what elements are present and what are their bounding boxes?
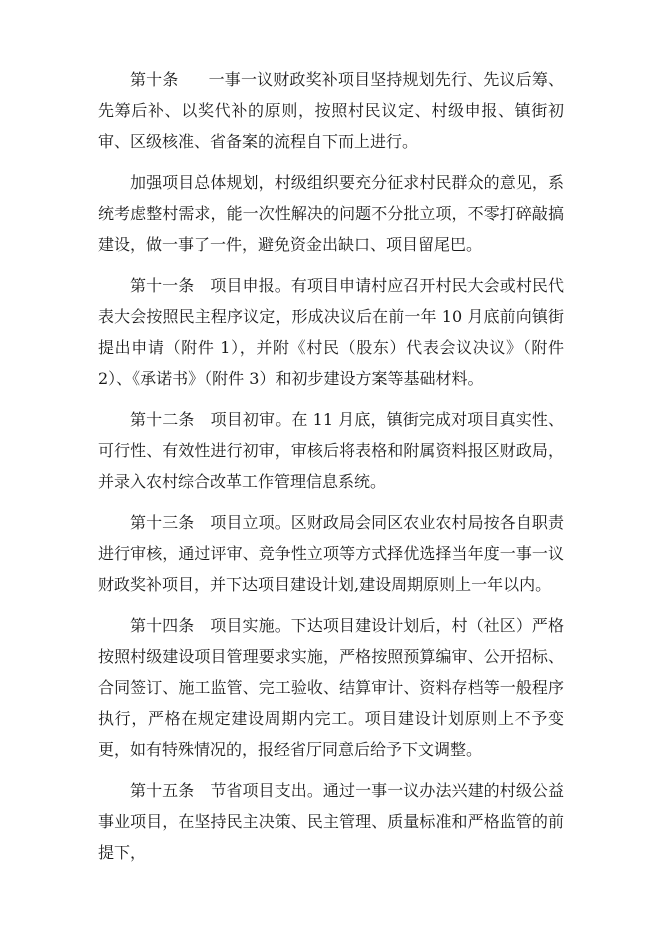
paragraph-text: 一事一议财政奖补项目坚持规划先行、先议后筹、先筹后补、以奖代补的原则，按照村民议定、村级申报、镇街初审、区级核准、省备案的流程自下而上进行。 — [98, 70, 564, 151]
article-number: 第十四条 — [130, 616, 195, 635]
paragraph-article-15 — [98, 775, 564, 868]
paragraph-text: 项目初审。在 11 月底，镇街完成对项目真实性、可行性、有效性进行初审，审核后将表格和附属资料报区财政局，并录入农村综合改革工作管理信息系统。 — [98, 410, 564, 491]
paragraph-article-14 — [98, 610, 564, 765]
paragraph-article-10 — [98, 64, 564, 157]
paragraph-text: 项目申报。有项目申请村应召开村民大会或村民代表大会按照民主程序议定，形成决议后在前一年 10 月底前向镇街提出申请（附件 1），并附《村民（股东）代表会议决议》（附件 2）、《承诺书》（附件 3）和初步建设方案等基础材料。 — [98, 276, 564, 388]
paragraph-article-12 — [98, 404, 564, 497]
article-number: 第十条 — [130, 70, 179, 89]
article-number: 第十一条 — [130, 276, 195, 295]
paragraph-text: 项目实施。下达项目建设计划后，村（社区）严格按照村级建设项目管理要求实施，严格按照预算编审、公开招标、合同签订、施工监管、完工验收、结算审计、资料存档等一般程序执行，严格在规定建设周期内完工。项目建设计划原则上不予变更，如有特殊情况的，报经省厅同意后给予下文调整。 — [98, 616, 564, 759]
paragraph-text: 节省项目支出。通过一事一议办法兴建的村级公益事业项目，在坚持民主决策、民主管理、质量标准和严格监管的前提下， — [98, 781, 564, 862]
article-number: 第十五条 — [130, 781, 195, 800]
article-number: 第十二条 — [130, 410, 195, 429]
document-page — [98, 64, 564, 878]
paragraph-article-13 — [98, 507, 564, 600]
paragraph-text: 项目立项。区财政局会同区农业农村局按各自职责进行审核，通过评审、竞争性立项等方式择优选择当年度一事一议财政奖补项目，并下达项目建设计划,建设周期原则上一年以内。 — [98, 513, 564, 594]
paragraph-planning — [98, 167, 564, 260]
article-number: 第十三条 — [130, 513, 195, 532]
paragraph-text: 加强项目总体规划，村级组织要充分征求村民群众的意见，系统考虑整村需求，能一次性解决的问题不分批立项，不零打碎敲搞建设，做一事了一件，避免资金出缺口、项目留尾巴。 — [98, 173, 564, 254]
paragraph-article-11 — [98, 270, 564, 394]
